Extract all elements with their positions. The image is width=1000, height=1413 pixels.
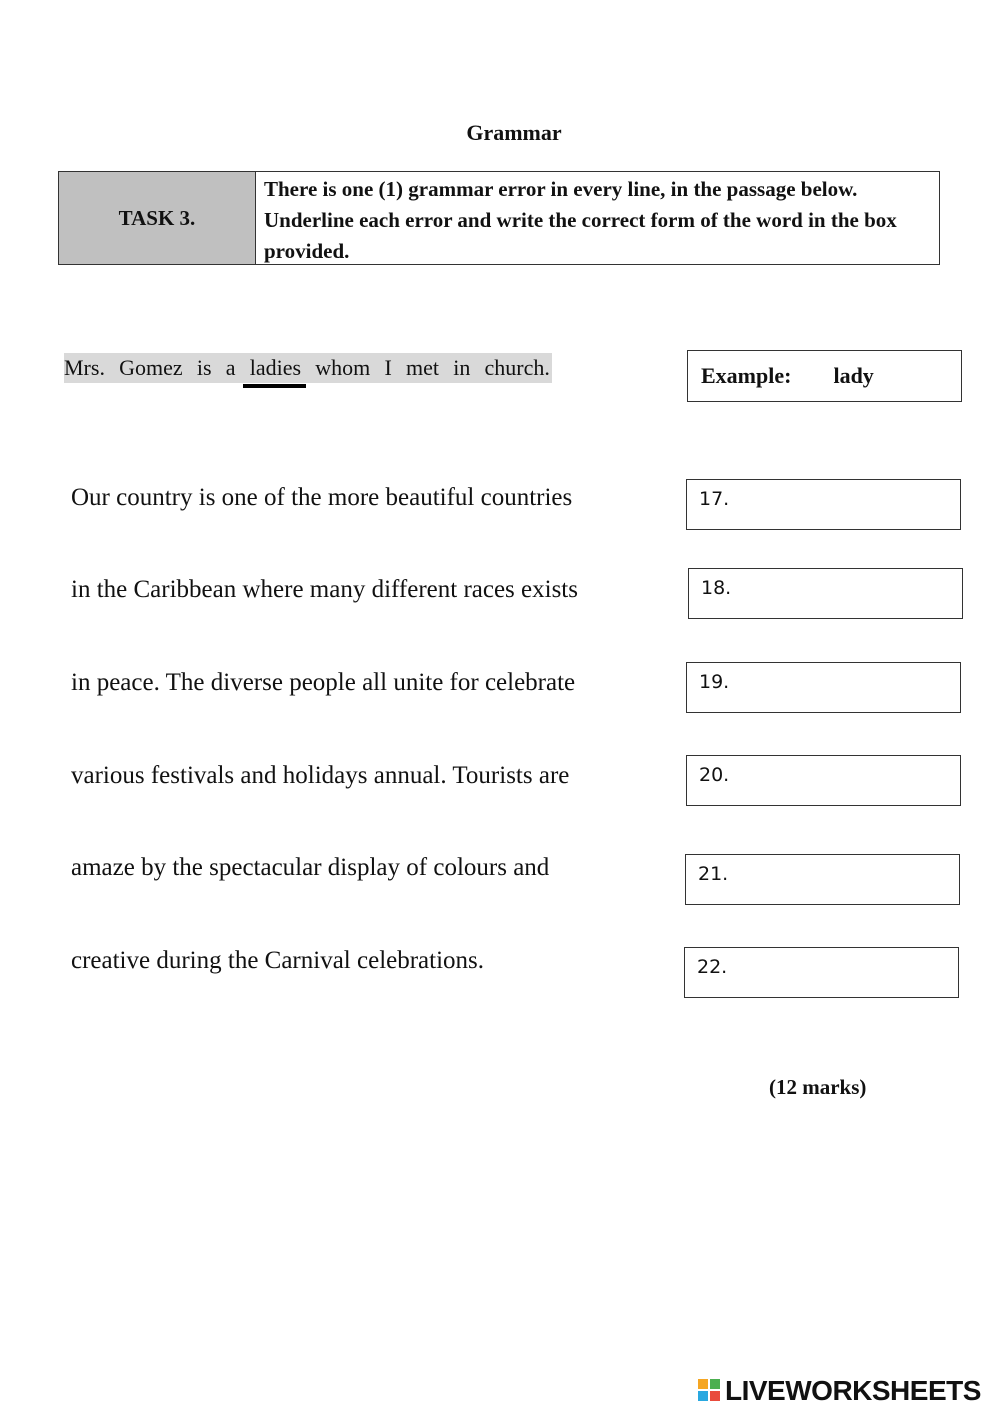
example-word: Gomez	[119, 355, 183, 380]
example-sentence	[64, 353, 552, 383]
page-title: Grammar	[466, 120, 562, 145]
answer-box-19[interactable]	[686, 662, 961, 713]
example-error-word: ladies	[249, 355, 302, 380]
task-instruction-table	[58, 171, 940, 265]
marks-total: (12 marks)	[769, 1075, 867, 1099]
example-underline	[243, 384, 306, 388]
passage-line[interactable]: creative during the Carnival celebrations.	[71, 947, 485, 974]
example-word: met	[406, 355, 440, 380]
answer-box-number: 17.	[699, 488, 730, 510]
example-word: I	[384, 355, 392, 380]
example-answer-box	[687, 350, 962, 402]
answer-box-number: 20.	[699, 764, 730, 786]
passage-line[interactable]: various festivals and holidays annual. Tourists are	[71, 762, 570, 789]
passage-line[interactable]: Our country is one of the more beautiful countries	[71, 484, 573, 511]
answer-box-18[interactable]	[688, 568, 963, 619]
passage-line[interactable]: in the Caribbean where many different races exists	[71, 576, 578, 603]
liveworksheets-logo[interactable]	[698, 1375, 981, 1407]
example-word: whom	[315, 355, 371, 380]
liveworksheets-icon	[698, 1379, 722, 1403]
example-answer: lady	[833, 363, 874, 388]
example-word: is	[196, 355, 212, 380]
example-word: a	[225, 355, 236, 380]
answer-box-20[interactable]	[686, 755, 961, 806]
example-word: Mrs.	[64, 355, 105, 380]
answer-box-number: 21.	[698, 863, 729, 885]
answer-box-21[interactable]	[685, 854, 960, 905]
passage-line[interactable]: amaze by the spectacular display of colours and	[71, 854, 550, 881]
example-label: Example:	[701, 363, 792, 388]
task-instruction: There is one (1) grammar error in every line, in the passage below. Underline each error and write the correct form of the word in the box provided.	[264, 177, 897, 263]
answer-box-22[interactable]	[684, 947, 959, 998]
passage-line[interactable]: in peace. The diverse people all unite for celebrate	[71, 669, 576, 696]
answer-box-number: 18.	[701, 577, 732, 599]
example-word: church.	[484, 355, 550, 380]
brand-name: LIVEWORKSHEETS	[725, 1375, 981, 1406]
answer-box-number: 19.	[699, 671, 730, 693]
answer-box-17[interactable]	[686, 479, 961, 530]
task-label: TASK 3.	[59, 172, 256, 264]
answer-box-number: 22.	[697, 956, 728, 978]
example-word: in	[453, 355, 471, 380]
